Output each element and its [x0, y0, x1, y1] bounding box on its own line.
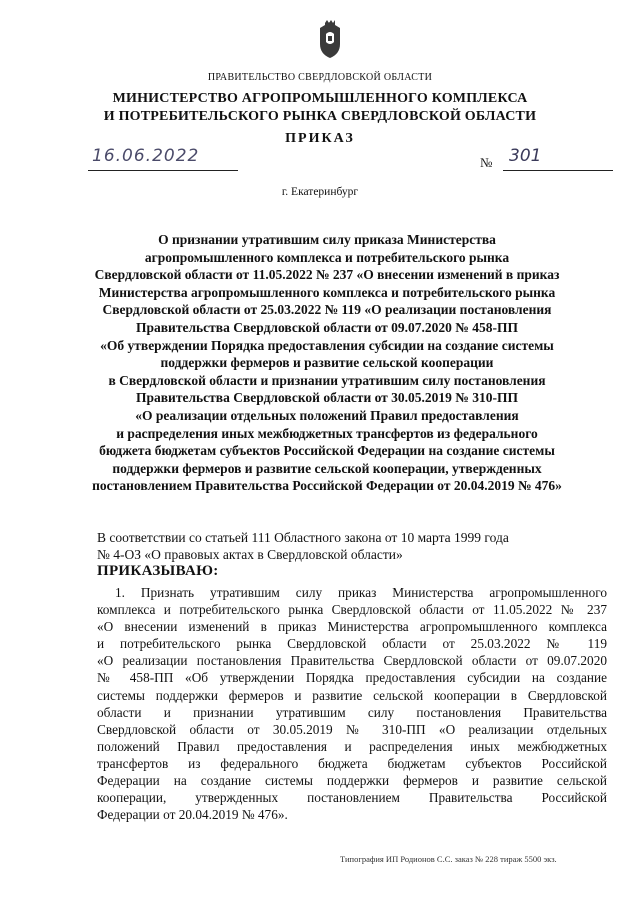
preamble-line-1: В соответствии со статьей 111 Областного закона от 10 марта 1999 года [97, 530, 509, 545]
print-imprint: Типография ИП Родионов С.С. заказ № 228 тираж 5500 экз. [340, 854, 557, 864]
item-line: 1. Признать утратившим силу приказ Министерства агропромышленного [115, 585, 607, 600]
item-line: Федерации от 20.04.2019 № 476». [97, 807, 288, 823]
title-line: в Свердловской области и признании утратившим силу постановления [108, 372, 546, 388]
item-line: трансфертов из федерального бюджета бюджетам субъектов Российской [97, 755, 607, 771]
coat-of-arms-icon [316, 20, 344, 60]
item-line: и потребительского рынка Свердловской области от 25.03.2022 № 119 [97, 636, 607, 652]
preamble-line-2: № 4-ОЗ «О правовых актах в Свердловской области» [97, 547, 403, 562]
ministry-name-line-2: И ПОТРЕБИТЕЛЬСКОГО РЫНКА СВЕРДЛОВСКОЙ ОБЛАСТИ [103, 109, 537, 124]
title-line: Свердловской области от 25.03.2022 № 119 «О реализации постановления [102, 302, 552, 318]
document-type: ПРИКАЗ [285, 131, 355, 146]
title-line: агропромышленного комплекса и потребительского рынка [144, 249, 510, 265]
item-line: комплекса и потребительского рынка Свердловской области от 11.05.2022 № 237 [97, 602, 607, 618]
date-field [88, 146, 238, 171]
number-label: № [480, 155, 493, 170]
item-line: кооперации, утвержденных постановлением Правительства Российской [97, 790, 607, 806]
title-line: О признании утратившим силу приказа Министерства [158, 232, 496, 247]
title-line: Правительства Свердловской области от 30.05.2019 № 310-ПП [136, 390, 518, 406]
item-line: положений Правил предоставления и распределения иных межбюджетных [97, 738, 607, 754]
title-line: Правительства Свердловской области от 09.07.2020 № 458-ПП [136, 319, 518, 335]
document-title [62, 231, 592, 495]
order-verb: ПРИКАЗЫВАЮ: [97, 563, 219, 579]
title-line: постановлением Правительства Российской Федерации от 20.04.2019 № 476» [92, 478, 562, 494]
title-line: поддержки фермеров и развитие сельской кооперации, утвержденных [112, 460, 542, 476]
number-field [503, 146, 613, 171]
city: г. Екатеринбург [281, 186, 359, 198]
government-name: ПРАВИТЕЛЬСТВО СВЕРДЛОВСКОЙ ОБЛАСТИ [207, 72, 433, 83]
title-line: «О реализации отдельных положений Правил предоставления [135, 407, 519, 423]
ministry-name-line-1: МИНИСТЕРСТВО АГРОПРОМЫШЛЕННОГО КОМПЛЕКСА [112, 91, 528, 106]
title-line: и распределения иных межбюджетных трансфертов из федерального [116, 425, 538, 441]
item-line: Свердловской области от 30.05.2019 № 310-ПП «О реализации отдельных [97, 721, 607, 737]
handwritten-number: 301 [509, 146, 542, 166]
title-line: Министерства агропромышленного комплекса и потребительского рынка [98, 284, 556, 300]
handwritten-date: 16.06.2022 [92, 146, 200, 166]
title-line: «Об утверждении Порядка предоставления субсидии на создание системы [100, 337, 554, 353]
item-line: «О реализации постановления Правительства Свердловской области от 09.07.2020 [97, 653, 607, 669]
item-line: системы поддержки фермеров и развитие сельской кооперации в Свердловской [97, 687, 607, 703]
item-line: Федерации на создание системы поддержки фермеров и развитие сельской [97, 773, 607, 789]
item-line: области и признании утратившим силу постановления Правительства [97, 704, 607, 720]
title-line: Свердловской области от 11.05.2022 № 237 «О внесении изменений в приказ [94, 267, 560, 283]
title-line: бюджета бюджетам субъектов Российской Федерации на создание системы [99, 443, 555, 459]
item-line: № 458-ПП «Об утверждении Порядка предоставления субсидии на создание [97, 670, 607, 686]
order-item-1 [97, 584, 607, 823]
item-line: «О внесении изменений в приказ Министерства агропромышленного комплекса [97, 619, 607, 635]
title-line: поддержки фермеров и развитие сельской кооперации [160, 355, 494, 371]
